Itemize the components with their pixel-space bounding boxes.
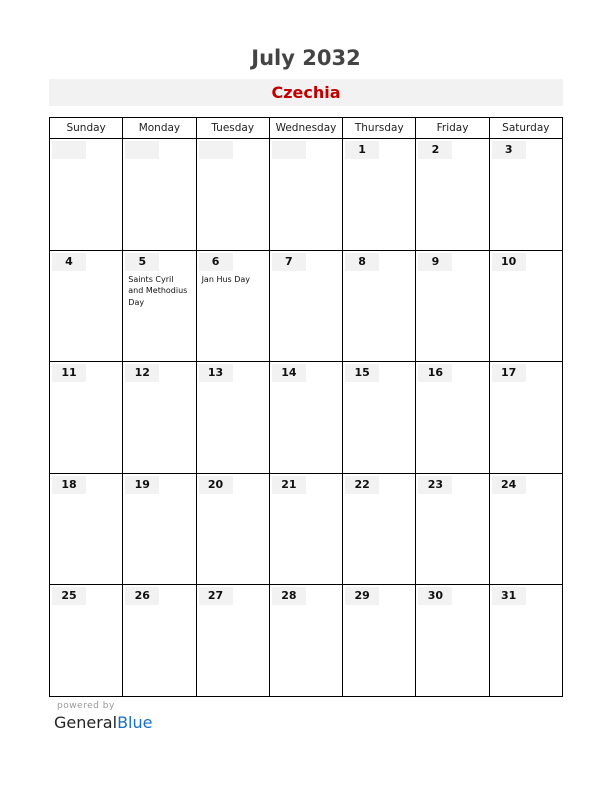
- day-cell: [416, 362, 489, 474]
- day-number: 23: [418, 476, 452, 494]
- powered-by-label: powered by: [57, 701, 115, 711]
- day-number: 26: [125, 587, 159, 605]
- holiday-label: Jan Hus Day: [201, 274, 251, 284]
- day-number: 12: [125, 364, 159, 382]
- day-cell: [416, 473, 489, 585]
- day-cell: [196, 473, 269, 585]
- day-cell: [50, 585, 123, 697]
- day-number: 4: [52, 253, 86, 271]
- day-cell: [123, 250, 196, 362]
- day-cell: [489, 139, 562, 251]
- day-cell: [123, 362, 196, 474]
- day-cell: [50, 473, 123, 585]
- page-title: July 2032: [251, 46, 361, 70]
- day-number: 1: [345, 141, 379, 159]
- country-banner: Czechia: [49, 79, 563, 106]
- day-number-placeholder: [272, 141, 306, 159]
- weekday-header: Friday: [416, 118, 489, 139]
- day-cell: [343, 473, 416, 585]
- day-cell: [343, 139, 416, 251]
- day-cell: [196, 250, 269, 362]
- day-number: 20: [199, 476, 233, 494]
- day-cell: [269, 362, 342, 474]
- calendar-week-row: [50, 250, 563, 362]
- day-number: 10: [492, 253, 526, 271]
- day-number: 30: [418, 587, 452, 605]
- day-number: 14: [272, 364, 306, 382]
- day-number: 29: [345, 587, 379, 605]
- calendar-week-row: [50, 585, 563, 697]
- day-number: 21: [272, 476, 306, 494]
- day-number: 24: [492, 476, 526, 494]
- calendar-week-row: [50, 473, 563, 585]
- day-number-placeholder: [52, 141, 86, 159]
- day-cell: [269, 250, 342, 362]
- day-number: 2: [418, 141, 452, 159]
- day-number: 9: [418, 253, 452, 271]
- brand-general-text: General: [54, 713, 118, 732]
- day-number: 7: [272, 253, 306, 271]
- day-cell: [123, 585, 196, 697]
- holiday-label: Saints Cyril and Methodius Day: [128, 274, 188, 307]
- day-number: 15: [345, 364, 379, 382]
- day-number: 22: [345, 476, 379, 494]
- day-number: 11: [52, 364, 86, 382]
- day-number: 6: [199, 253, 233, 271]
- empty-day-cell: [50, 139, 123, 251]
- weekday-header: Sunday: [50, 118, 123, 139]
- weekday-header: Tuesday: [196, 118, 269, 139]
- calendar-week-row: [50, 362, 563, 474]
- day-number: 5: [125, 253, 159, 271]
- day-number: 18: [52, 476, 86, 494]
- day-number: 8: [345, 253, 379, 271]
- empty-day-cell: [123, 139, 196, 251]
- calendar-grid: [49, 117, 563, 697]
- day-cell: [343, 585, 416, 697]
- day-cell: [489, 585, 562, 697]
- day-cell: [489, 250, 562, 362]
- weekday-header: Wednesday: [269, 118, 342, 139]
- day-cell: [196, 585, 269, 697]
- brand-logo[interactable]: [54, 713, 152, 732]
- day-cell: [416, 585, 489, 697]
- day-cell: [269, 585, 342, 697]
- day-cell: [50, 250, 123, 362]
- day-number-placeholder: [199, 141, 233, 159]
- day-number: 13: [199, 364, 233, 382]
- day-number: 27: [199, 587, 233, 605]
- day-cell: [196, 362, 269, 474]
- day-cell: [50, 362, 123, 474]
- day-number: 3: [492, 141, 526, 159]
- day-cell: [123, 473, 196, 585]
- day-cell: [343, 362, 416, 474]
- day-number: 16: [418, 364, 452, 382]
- day-cell: [489, 473, 562, 585]
- day-number: 28: [272, 587, 306, 605]
- day-number: 17: [492, 364, 526, 382]
- day-number: 25: [52, 587, 86, 605]
- calendar-body: [50, 139, 563, 697]
- empty-day-cell: [196, 139, 269, 251]
- weekday-header: Thursday: [343, 118, 416, 139]
- brand-blue-text: Blue: [117, 713, 153, 732]
- day-cell: [489, 362, 562, 474]
- weekday-header-row: [50, 118, 563, 139]
- day-number: 31: [492, 587, 526, 605]
- weekday-header: Saturday: [489, 118, 562, 139]
- day-number-placeholder: [125, 141, 159, 159]
- day-cell: [343, 250, 416, 362]
- calendar-week-row: [50, 139, 563, 251]
- weekday-header: Monday: [123, 118, 196, 139]
- day-cell: [416, 250, 489, 362]
- day-cell: [416, 139, 489, 251]
- empty-day-cell: [269, 139, 342, 251]
- day-cell: [269, 473, 342, 585]
- day-number: 19: [125, 476, 159, 494]
